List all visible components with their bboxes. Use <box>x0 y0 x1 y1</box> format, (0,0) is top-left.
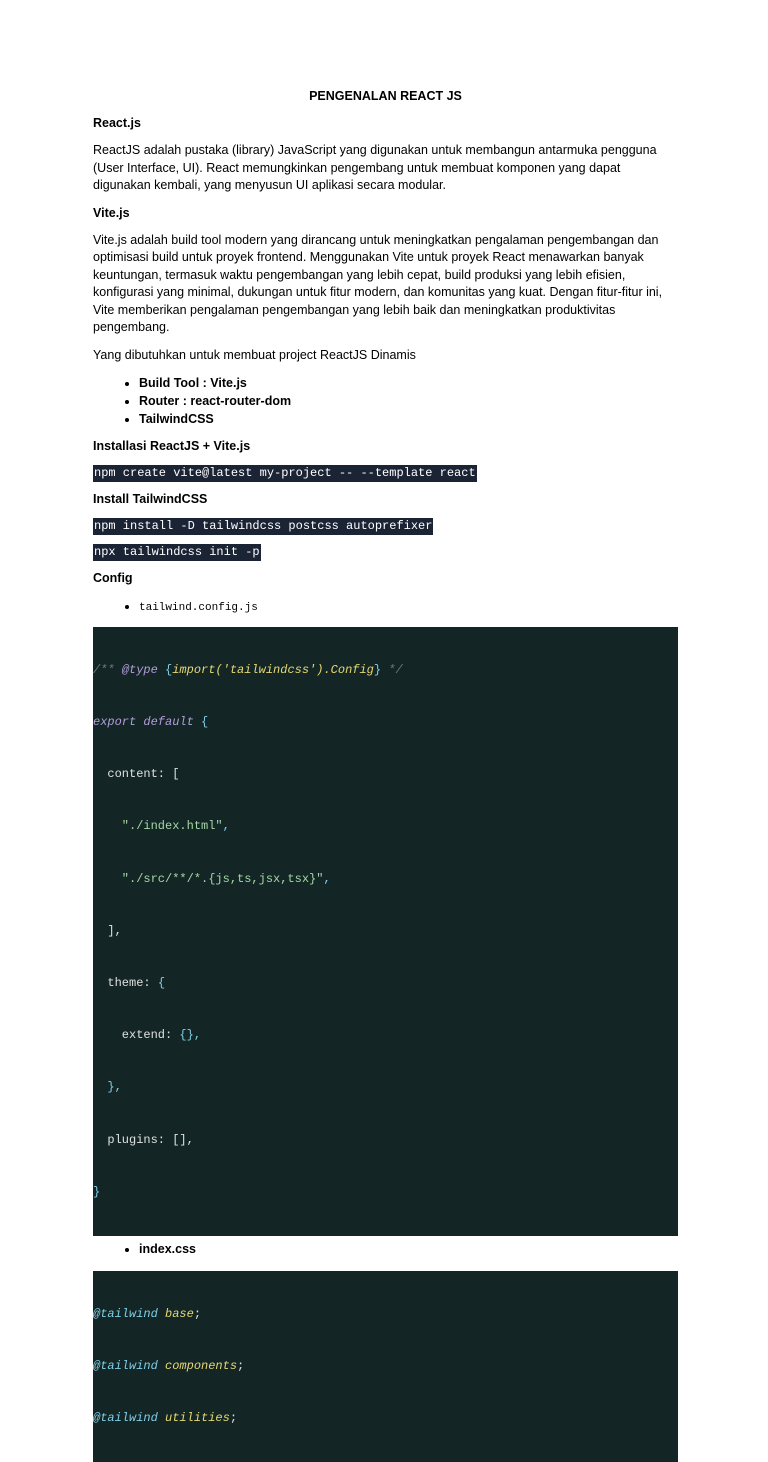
code-line: plugins: [], <box>93 1132 194 1147</box>
vite-heading: Vite.js <box>93 205 130 220</box>
list-item: • Build Tool : Vite.js <box>139 374 678 392</box>
tailwind-config-code-block <box>93 627 678 1236</box>
code-line: }, <box>93 1080 122 1095</box>
code-line: ], <box>93 923 122 938</box>
needs-list <box>93 374 678 428</box>
code-line: } <box>93 1184 101 1199</box>
code-line: @tailwind components; <box>93 1359 245 1374</box>
code-line: @tailwind base; <box>93 1306 202 1321</box>
config-file-name: tailwind.config.js <box>139 602 258 614</box>
code-line: export default { <box>93 715 209 730</box>
code-line: @tailwind utilities; <box>93 1411 238 1426</box>
install-react-command: npm create vite@latest my-project -- --template react <box>94 466 476 480</box>
code-line: "./index.html", <box>93 819 230 834</box>
config-heading: Config <box>93 571 133 585</box>
list-item: • Router : react-router-dom <box>139 392 678 410</box>
install-tailwind-command: npm install -D tailwindcss postcss autoprefixer <box>94 519 433 533</box>
code-line: /** @type {import('tailwindcss').Config} */ <box>93 662 403 677</box>
code-line: theme: { <box>93 976 166 991</box>
command-block <box>93 518 678 535</box>
list-item: • TailwindCSS <box>139 410 678 428</box>
code-line: content: [ <box>93 767 180 782</box>
tailwind-init-command: npx tailwindcss init -p <box>94 545 260 559</box>
vite-paragraph: Vite.js adalah build tool modern yang dirancang untuk meningkatkan pengalaman pengembangan dan optimisasi build untuk proyek frontend. Menggunakan Vite untuk proyek React menawarkan banyak keuntungan, termasuk waktu pengembangan yang lebih cepat, build produksi yang lebih efisien, konfigurasi yang minimal, dukungan untuk fitur modern, dan komunitas yang kuat. Dengan fitur-fitur ini, Vite memberikan pengalaman pengembangan yang lebih baik dan meningkatkan produktivitas pengembang. <box>93 232 663 334</box>
index-css-code-block <box>93 1271 678 1462</box>
page-title: PENGENALAN REACT JS <box>309 89 462 103</box>
code-line: "./src/**/*.{js,ts,jsx,tsx}", <box>93 871 331 886</box>
install-react-heading: Installasi ReactJS + Vite.js <box>93 439 251 453</box>
command-block <box>93 544 678 561</box>
needs-paragraph: Yang dibutuhkan untuk membuat project ReactJS Dinamis <box>93 347 416 362</box>
config-file-list <box>93 597 678 617</box>
list-item <box>139 597 678 617</box>
config-file-list <box>93 1240 678 1258</box>
document-content <box>93 88 678 1462</box>
react-paragraph: ReactJS adalah pustaka (library) JavaScript yang digunakan untuk membangun antarmuka pengguna (User Interface, UI). React memungkinkan pengembang untuk membuat komponen yang dapat digunakan kembali, yang menyusun UI aplikasi secara modular. <box>93 143 657 192</box>
command-block <box>93 465 678 482</box>
code-line: extend: {}, <box>93 1028 202 1043</box>
react-heading: React.js <box>93 116 141 130</box>
list-item: • index.css <box>139 1240 678 1258</box>
install-tailwind-heading: Install TailwindCSS <box>93 492 208 506</box>
